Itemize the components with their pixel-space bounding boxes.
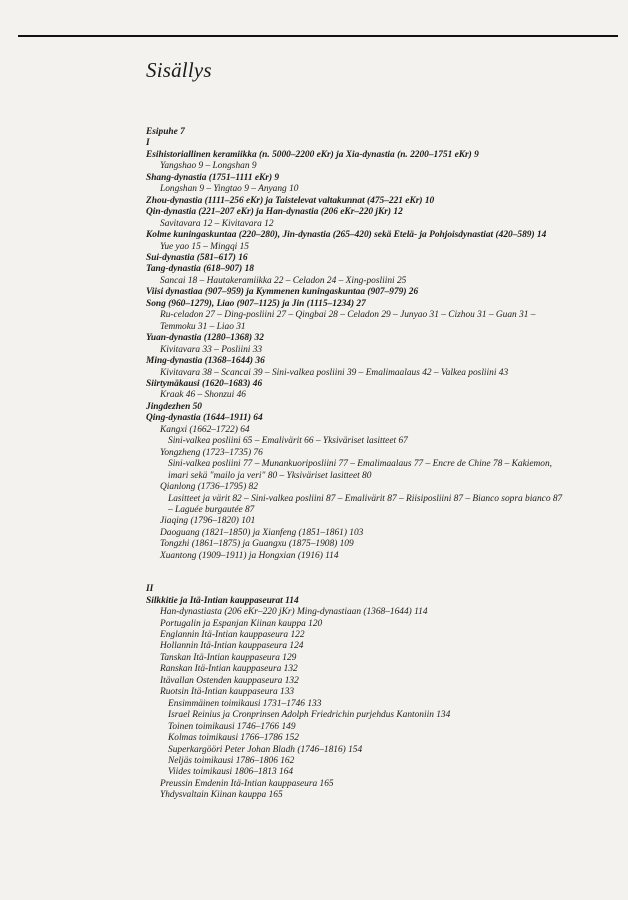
toc-heading: Ming-dynastia (1368–1644) 36	[146, 356, 265, 367]
toc-entry: Englannin Itä-Intian kauppaseura 122	[160, 630, 305, 641]
toc-entry: Kraak 46 – Shonzui 46	[160, 390, 246, 401]
toc-heading: Zhou-dynastia (1111–256 eKr) ja Taistelevat valtakunnat (475–221 eKr) 10	[146, 195, 435, 206]
toc-entry: Qianlong (1736–1795) 82	[160, 482, 258, 493]
toc-heading: Shang-dynastia (1751–1111 eKr) 9	[146, 172, 280, 183]
toc-entry: Yongzheng (1723–1735) 76	[160, 447, 263, 458]
toc-entry: Longshan 9 – Yingtao 9 – Anyang 10	[160, 184, 299, 195]
toc-entry: Tongzhi (1861–1875) ja Guangxu (1875–1908) 109	[160, 539, 354, 550]
toc-entry: Neljäs toimikausi 1786–1806 162	[168, 756, 295, 767]
toc-heading: II	[146, 584, 154, 595]
toc-entry: Ruotsin Itä-Intian kauppaseura 133	[160, 687, 295, 698]
toc-entry: Tanskan Itä-Intian kauppaseura 129	[160, 652, 297, 663]
toc-entry: Sini-valkea posliini 77 – Munankuoriposliini 77 – Emalimaalaus 77 – Encre de Chine 78 – Kakiemon,	[168, 459, 552, 470]
toc-heading: Silkkitie ja Itä-Intian kauppaseurat 114	[146, 595, 299, 606]
toc-heading: I	[146, 138, 150, 149]
toc-entry: Ensimmäinen toimikausi 1731–1746 133	[168, 698, 322, 709]
toc-heading: Kolme kuningaskuntaa (220–280), Jin-dynastia (265–420) sekä Etelä- ja Pohjoisdynastiat (420–589) 14	[146, 230, 547, 241]
toc-heading: Esipuhe 7	[146, 127, 185, 137]
toc-heading: Jingdezhen 50	[146, 401, 202, 412]
toc-heading: Siirtymäkausi (1620–1683) 46	[146, 378, 263, 389]
toc-entry: Preussin Emdenin Itä-Intian kauppaseura 165	[160, 778, 334, 789]
toc-entry: Viides toimikausi 1806–1813 164	[168, 767, 294, 778]
toc-entry: Kolmas toimikausi 1766–1786 152	[168, 733, 299, 744]
toc-entry: Sini-valkea posliini 65 – Emalivärit 66 – Yksiväriset lasitteet 67	[168, 436, 408, 447]
toc-entry: Yangshao 9 – Longshan 9	[160, 161, 257, 172]
toc-heading: Song (960–1279), Liao (907–1125) ja Jin (1115–1234) 27	[146, 298, 366, 309]
toc-heading: Sui-dynastia (581–617) 16	[146, 252, 248, 263]
toc-heading: Qing-dynastia (1644–1911) 64	[146, 413, 263, 424]
page-title: Sisällys	[146, 58, 212, 82]
toc-entry: Kangxi (1662–1722) 64	[160, 424, 250, 435]
toc-entry: Kivitavara 38 – Scancai 39 – Sini-valkea posliini 39 – Emalimaalaus 42 – Valkea posliini 43	[160, 367, 509, 378]
toc-heading: Yuan-dynastia (1280–1368) 32	[146, 333, 264, 344]
toc-entry: – Laguée burgautée 87	[168, 504, 255, 515]
toc-entry: Superkargööri Peter Johan Bladh (1746–1816) 154	[168, 744, 363, 755]
section-gap	[146, 562, 616, 584]
toc-entry: Sancai 18 – Hautakeramiikka 22 – Celadon 24 – Xing-posliini 25	[160, 275, 407, 286]
toc-entry: Han-dynastiasta (206 eKr–220 jKr) Ming-dynastiaan (1368–1644) 114	[160, 607, 428, 618]
toc-entry: Xuantong (1909–1911) ja Hongxian (1916) 114	[160, 550, 339, 561]
toc-entry: Yhdysvaltain Kiinan kauppa 165	[160, 790, 283, 801]
toc-heading: Esihistoriallinen keramiikka (n. 5000–2200 eKr) ja Xia-dynastia (n. 2200–1751 eKr) 9	[146, 149, 479, 160]
toc-entry: Daoguang (1821–1850) ja Xianfeng (1851–1861) 103	[160, 527, 364, 538]
toc-part-2	[146, 584, 616, 802]
toc-entry: Toinen toimikausi 1746–1766 149	[168, 721, 296, 732]
toc-entry: Yue yao 15 – Mingqi 15	[160, 241, 249, 252]
table-of-contents	[146, 127, 616, 802]
toc-entry: Kivitavara 33 – Posliini 33	[160, 344, 263, 355]
toc-entry: Portugalin ja Espanjan Kiinan kauppa 120	[160, 618, 323, 629]
toc-entry: Israel Reinius ja Cronprinsen Adolph Friedrichin purjehdus Kantoniin 134	[168, 710, 451, 721]
toc-heading: Tang-dynastia (618–907) 18	[146, 264, 254, 275]
toc-entry: Temmoku 31 – Liao 31	[160, 321, 246, 332]
toc-entry: Itävallan Ostenden kauppaseura 132	[160, 675, 299, 686]
toc-entry: Ru-celadon 27 – Ding-posliini 27 – Qingbai 28 – Celadon 29 – Junyao 31 – Cizhou 31 – Guan 31 –	[160, 310, 536, 321]
toc-heading: Viisi dynastiaa (907–959) ja Kymmenen kuningaskuntaa (907–979) 26	[146, 287, 419, 298]
toc-part-1	[146, 127, 616, 562]
toc-entry: Hollannin Itä-Intian kauppaseura 124	[160, 641, 304, 652]
top-rule	[18, 35, 618, 37]
toc-heading: Qin-dynastia (221–207 eKr) ja Han-dynastia (206 eKr–220 jKr) 12	[146, 207, 403, 218]
toc-entry: Ranskan Itä-Intian kauppaseura 132	[160, 664, 298, 675]
toc-entry: Savitavara 12 – Kivitavara 12	[160, 218, 274, 229]
toc-entry: imari sekä "mailo ja veri" 80 – Yksiväriset lasitteet 80	[168, 470, 372, 481]
toc-entry: Lasitteet ja värit 82 – Sini-valkea posliini 87 – Emalivärit 87 – Riisiposliini 87 – Bianco sopra bianco 87	[168, 493, 563, 504]
toc-entry: Jiaqing (1796–1820) 101	[160, 516, 256, 527]
